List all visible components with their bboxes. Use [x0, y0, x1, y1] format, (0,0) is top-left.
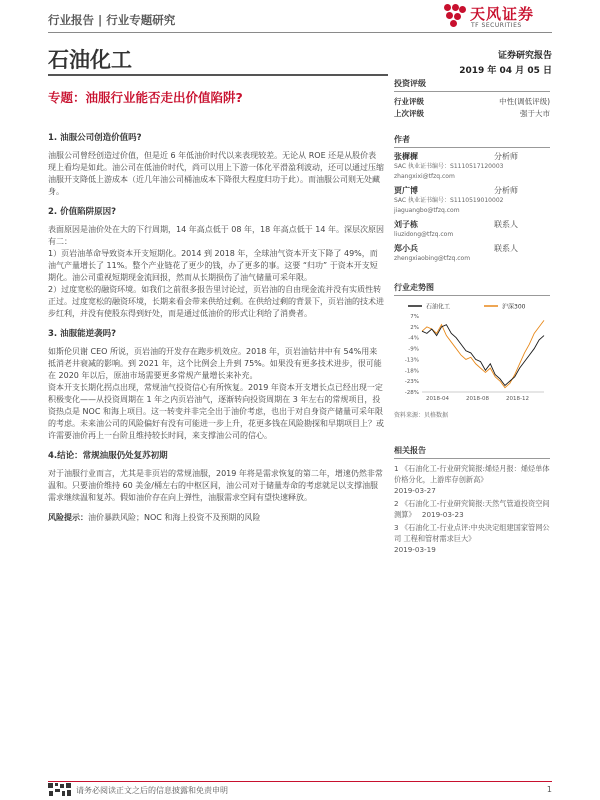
author-email[interactable]: liuzidong@tfzq.com — [394, 231, 454, 238]
trend-chart-svg — [394, 300, 550, 408]
x-tick-label: 2018-04 — [426, 396, 449, 402]
y-tick-label: -4% — [408, 335, 419, 342]
y-tick-label: 2% — [410, 324, 419, 331]
x-tick-label: 2018-12 — [506, 396, 529, 402]
related-report[interactable]: 2 《石油化工-行业研究简报:天然气管道投资空间测算》 2019-03-23 — [394, 499, 550, 519]
footer-divider — [48, 781, 552, 782]
sector-title: 石油化工 — [48, 48, 132, 72]
section-heading: 4.结论：常规油服仍处复苏初期 — [48, 451, 168, 461]
paragraph: 对于油服行业而言，尤其是非页岩的常规油服，2019 年将是需求恢复的第二年，增速仍然非常温和。只要油价维持 60 美金/桶左右的中枢区间，油公司对于储量寿命的考虑就足以支撑油服需求继续温和复苏。假如油价存在向上弹性，油服需求空间有望快速释放。 — [48, 469, 383, 502]
y-tick-label: -28% — [404, 390, 419, 396]
y-tick-label: 7% — [410, 314, 419, 320]
rating-row: 上次评级 强于大市 — [394, 109, 550, 118]
risk-text: 油价暴跌风险；NOC 和海上投资不及预期的风险 — [88, 513, 261, 522]
rating-heading: 投资评级 — [394, 78, 550, 92]
section-heading: 3. 油服能逆袭吗? — [48, 329, 117, 339]
logo-cn: 天风证券 — [470, 5, 535, 23]
header-divider — [48, 32, 552, 33]
page-number: 1 — [546, 785, 552, 794]
main-body — [48, 126, 384, 532]
risk-warning — [48, 512, 384, 524]
trend-chart — [394, 300, 550, 408]
section-heading: 2. 价值陷阱原因? — [48, 207, 117, 217]
author-email[interactable]: zhengxiaobing@tfzq.com — [394, 255, 471, 262]
topic-title: 专题：油服行业能否走出价值陷阱? — [48, 90, 243, 105]
author-email[interactable]: zhangxixi@tfzq.com — [394, 173, 455, 180]
report-category: 行业报告 | 行业专题研究 — [48, 13, 176, 27]
report-date: 2019 年 04 月 05 日 — [459, 66, 552, 76]
section-3 — [48, 328, 384, 442]
paragraph: 如斯伦贝谢 CEO 所说，页岩油的开发存在跑步机效应。2018 年，页岩油钻井中有 54%用来抵消老井衰减的影响。到 2021 年，这个比例会上升到 75%。如果没有更多技术进步，很可能在 2020 年以后，原油市场需要更多常规产量增长来补充。 — [48, 347, 382, 380]
author-entry: 郑小兵 联系人 zhengxiaobing@tfzq.com — [394, 244, 550, 264]
author-entry: 贾广博 分析师 SAC 执业证书编号：S1110519010002 jiaguangbo@tfzq.com — [394, 186, 550, 216]
logo-dots-icon — [444, 4, 466, 28]
qr-code-icon — [48, 783, 72, 797]
author-email[interactable]: jiaguangbo@tfzq.com — [394, 207, 460, 214]
series-line-hs300 — [422, 320, 544, 387]
series-line-petrochem — [422, 325, 544, 386]
logo-en: TF SECURITIES — [471, 22, 522, 29]
disclaimer: 请务必阅读正文之后的信息披露和免责申明 — [76, 786, 228, 795]
section-1 — [48, 132, 384, 198]
paragraph: 2）过度宽松的融资环境。如我们之前很多报告里讨论过，页岩油的自由现金流并没有实质性转正过。过度宽松的融资环境，长期来看会带来供给过剩。在供给过剩的背景下，页岩油的技术进步红利，并没有使股东得到好处，而是通过低油价的形式让利给了消费者。 — [48, 285, 384, 318]
sidebar — [394, 78, 550, 557]
y-tick-label: -9% — [408, 346, 419, 353]
chart-source: 资料来源：贝格数据 — [394, 412, 449, 419]
risk-label: 风险提示： — [48, 513, 88, 522]
y-tick-label: -18% — [404, 368, 419, 375]
author-entry: 张樨樨 分析师 SAC 执业证书编号：S1110517120003 zhangxixi@tfzq.com — [394, 152, 550, 182]
section-heading: 1. 油服公司创造价值吗? — [48, 133, 142, 143]
tf-securities-logo — [444, 2, 554, 32]
paragraph: 表面原因是油价处在大的下行周期，14 年高点低于 08 年，18 年高点低于 14 年。深层次原因有二： — [48, 225, 384, 246]
paragraph: 资本开支长期化拐点出现，常规油气投资信心有所恢复。2019 年资本开支增长点已经出现一定积极变化——从投资周期在 1 年之内页岩油气，逐渐转向投资周期在 3 年左右的常规项目，投资热点是 NOC 和海上项目。这一转变并非完全出于油价考虑，也出于对自身资产储量可采年限的考虑。未来油公司的风险偏好有没有可能进一步上升，花更多钱在风险勘探和早期项目上？或许需要油价再上一台阶且维持较长时间，来支撑油公司的信心。 — [48, 383, 384, 440]
x-tick-label: 2018-08 — [466, 396, 489, 402]
section-4 — [48, 450, 384, 504]
author-entry: 刘子栋 联系人 liuzidong@tfzq.com — [394, 220, 550, 240]
authors-heading: 作者 — [394, 134, 550, 148]
section-2 — [48, 206, 384, 320]
paragraph: 1）页岩油革命导致资本开支短期化。2014 到 2018 年，全球油气资本开支下降了 49%，而油气产量增长了 11%。整个产业链花了更少的钱，办了更多的事。这要 “归功” 于资本开支短期化。油公司重视短期现金流回报，然而从长期损伤了油气储量可采年限。 — [48, 249, 378, 282]
related-report[interactable]: 1 《石油化工-行业研究简报:烯烃月报：烯烃单体价格分化，上游库存创新高》 2019-03-27 — [394, 464, 550, 495]
report-type: 证券研究报告 — [497, 51, 552, 61]
y-tick-label: -23% — [404, 379, 419, 386]
rating-row: 行业评级 中性(调低评级) — [394, 97, 550, 106]
related-heading: 相关报告 — [394, 445, 550, 459]
sector-divider — [48, 74, 388, 76]
y-tick-label: -13% — [404, 357, 419, 364]
legend-label: 沪深300 — [502, 303, 526, 311]
legend-label: 石油化工 — [426, 303, 451, 311]
related-report[interactable]: 3 《石油化工-行业点评:中央决定组建国家管网公司 工程和管材需求巨大》 2019-03-19 — [394, 523, 550, 554]
trend-heading: 行业走势图 — [394, 282, 550, 296]
paragraph: 油服公司曾经创造过价值，但是近 6 年低油价时代以来表现较差。无论从 ROE 还是从股价表现上看均是如此。油公司在低油价时代，尚可以用上下游一体化平滑盈利波动，还可以通过压缩油服开支降低上游成本（近几年油公司桶油成本下降很大程度归功于此）。而油服公司则无处藏身。 — [48, 151, 384, 196]
